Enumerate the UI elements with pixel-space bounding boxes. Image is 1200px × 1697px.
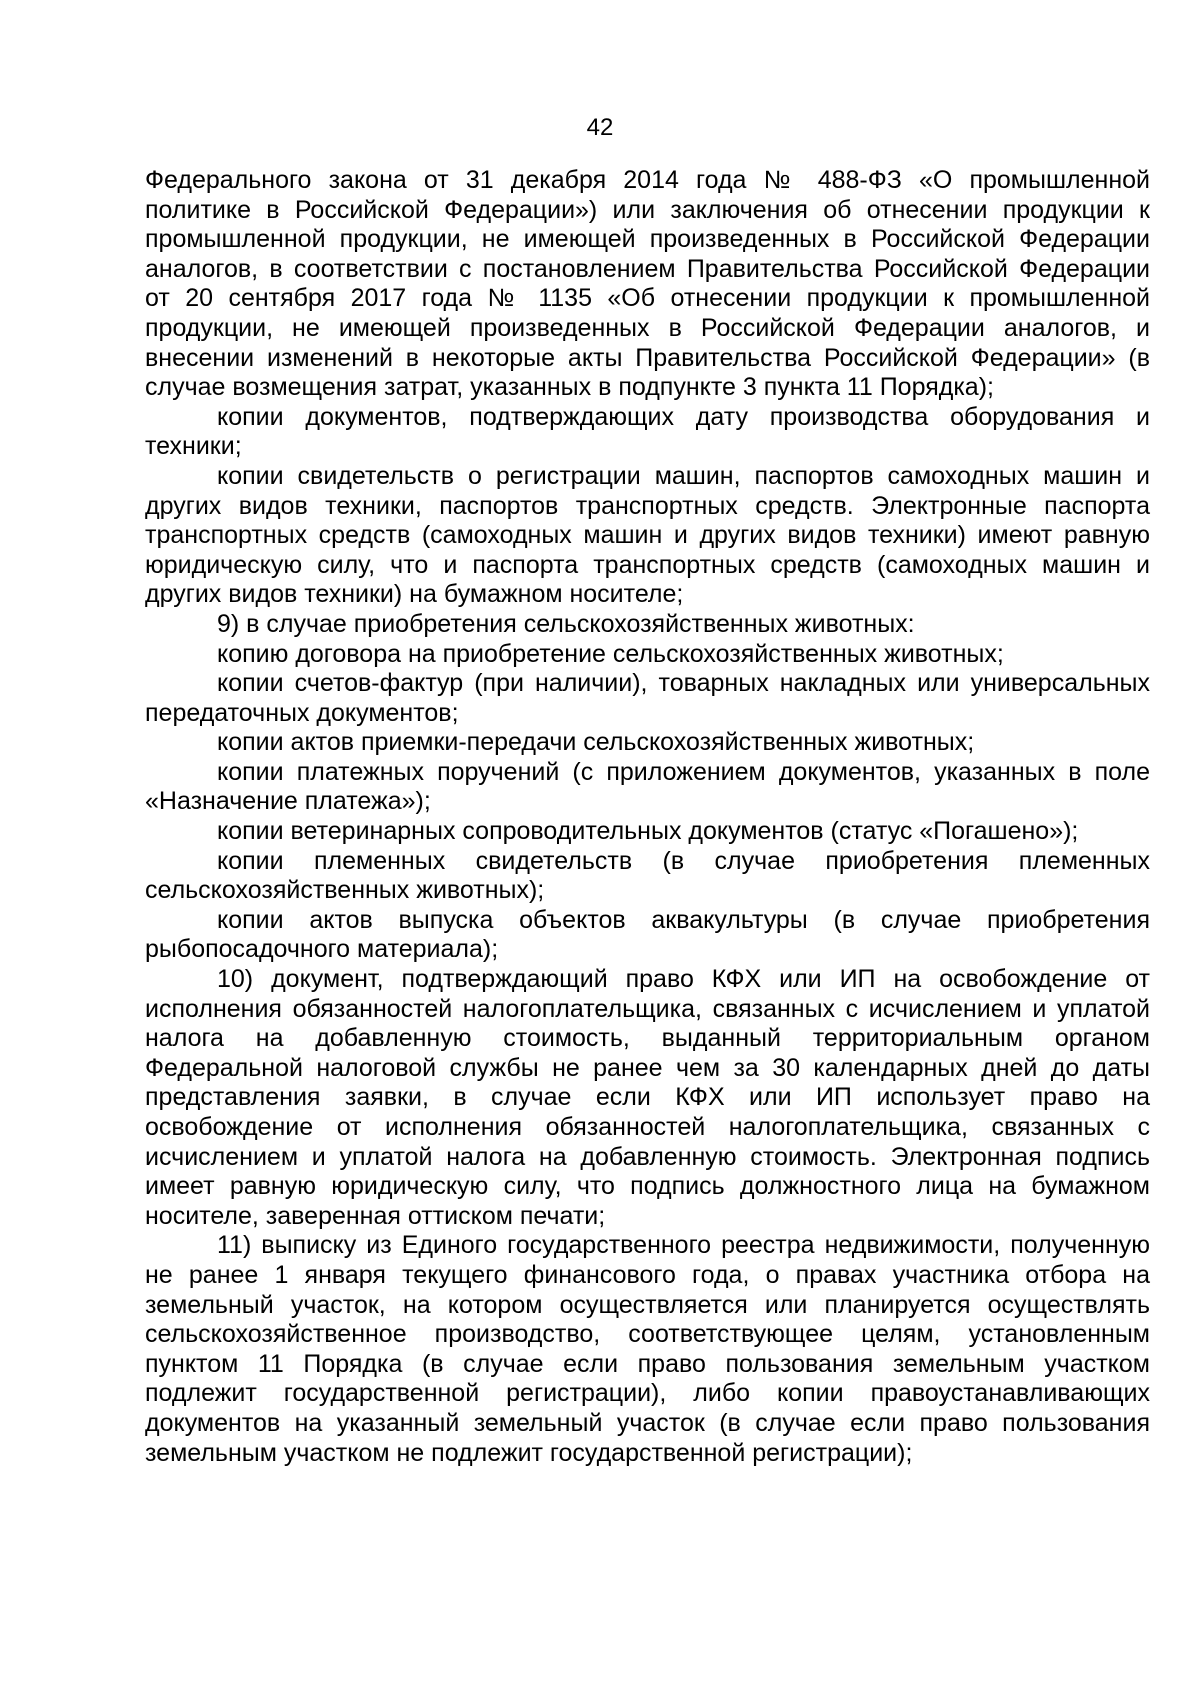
paragraph-item-10-vat-exemption: 10) документ, подтверждающий право КФХ или ИП на освобождение от исполнения обязанностей налогоплательщика, связанных с исчислением и уплатой налога на добавленную стоимость, выданный территориальным органом Федеральной налоговой службы не ранее чем за 30 календарных дней до даты представления заявки, в случае если КФХ или ИП использует право на освобождение от исполнения обязанностей налогоплательщика, связанных с исчислением и уплатой налога на добавленную стоимость. Электронная подпись имеет равную юридическую силу, что подпись должностного лица на бумажном носителе, заверенная оттиском печати; bbox=[145, 965, 1150, 1230]
paragraph-purchase-contract: копию договора на приобретение сельскохозяйственных животных; bbox=[217, 639, 1004, 668]
paragraph-acceptance-acts: копии актов приемки-передачи сельскохозяйственных животных; bbox=[217, 728, 975, 757]
paragraph-invoices: копии счетов-фактур (при наличии), товарных накладных или универсальных передаточных документов; bbox=[145, 669, 1150, 727]
paragraph-item-9-animals: 9) в случае приобретения сельскохозяйственных животных: bbox=[217, 609, 915, 638]
paragraph-veterinary-documents: копии ветеринарных сопроводительных документов (статус «Погашено»); bbox=[217, 817, 1079, 846]
paragraph-payment-orders: копии платежных поручений (с приложением документов, указанных в поле «Назначение платежа»); bbox=[145, 757, 1150, 816]
page-number: 42 bbox=[586, 114, 614, 141]
paragraph-continued-from-previous-page: Федерального закона от 31 декабря 2014 года № 488-ФЗ «О промышленной политике в Российской Федерации») или заключения об отнесении продукции к промышленной продукции, не имеющей произведенных в Российской Федерации аналогов, в соответствии с постановлением Правительства Российской Федерации от 20 сентября 2017 года № 1135 «Об отнесении продукции к промышленной продукции, не имеющей произведенных в Российской Федерации аналогов, и внесении изменений в некоторые акты Правительства Российской Федерации» (в случае возмещения затрат, указанных в подпункте 3 пункта 11 Порядка); bbox=[145, 166, 1150, 402]
paragraph-item-11-real-estate-registry: 11) выписку из Единого государственного реестра недвижимости, полученную не ранее 1 января текущего финансового года, о правах участника отбора на земельный участок, на котором осуществляется или планируется осуществлять сельскохозяйственное производство, соответствующее целям, установленным пунктом 11 Порядка (в случае если право пользования земельным участком подлежит государственной регистрации), либо копии правоустанавливающих документов на указанный земельный участок (в случае если право пользования земельным участком не подлежит государственной регистрации); bbox=[145, 1231, 1150, 1467]
paragraph-breeding-certificates: копии племенных свидетельств (в случае приобретения племенных сельскохозяйственных животных); bbox=[145, 846, 1150, 905]
paragraph-machine-registration: копии свидетельств о регистрации машин, паспортов самоходных машин и других видов техники, паспортов транспортных средств. Электронные паспорта транспортных средств (самоходных машин и других видов техники) имеют равную юридическую силу, что и паспорта транспортных средств (самоходных машин и других видов техники) на бумажном носителе; bbox=[145, 461, 1150, 609]
paragraph-equipment-dates: копии документов, подтверждающих дату производства оборудования и техники; bbox=[145, 402, 1150, 461]
paragraph-aquaculture-acts: копии актов выпуска объектов аквакультуры (в случае приобретения рыбопосадочного материала); bbox=[145, 905, 1150, 964]
document-body bbox=[145, 166, 1150, 1468]
